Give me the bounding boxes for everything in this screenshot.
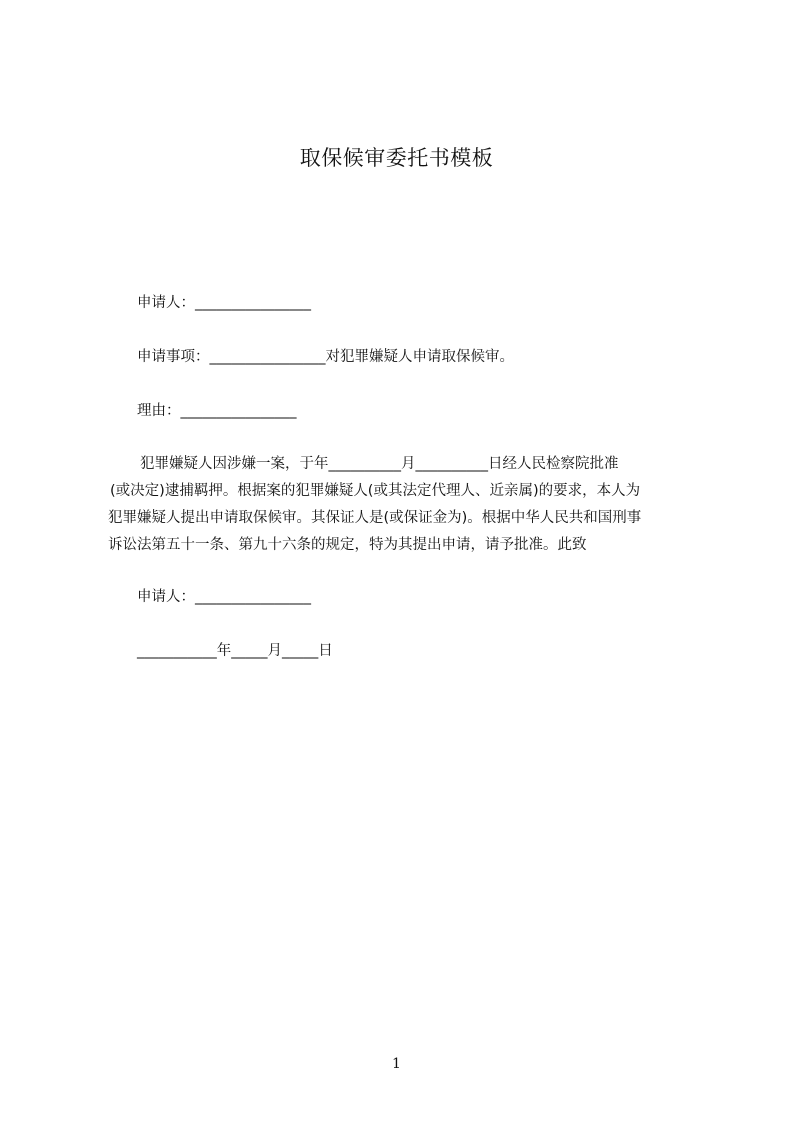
page-number: 1 [392,1056,401,1072]
signature-line: 申请人：________________ [137,589,311,605]
matter-line: 申请事项：________________对犯罪嫌疑人申请取保候审。 [137,349,514,365]
date-line: ___________年_____月_____日 [137,643,333,659]
body-line-2: (或决定)逮捕羁押。根据案的犯罪嫌疑人(或其法定代理人、近亲属)的要求，本人为 [110,483,641,499]
body-line-1: 犯罪嫌疑人因涉嫌一案，于年__________月__________日经人民检察院批准 [140,456,619,472]
body-line-4: 诉讼法第五十一条、第九十六条的规定，特为其提出申请，请予批准。此致 [108,537,587,553]
body-line-3: 犯罪嫌疑人提出申请取保候审。其保证人是(或保证金为)。根据中华人民共和国刑事 [108,510,642,526]
reason-line: 理由：________________ [137,403,297,419]
applicant-line: 申请人：________________ [137,295,311,311]
document-title: 取保候审委托书模板 [299,146,494,170]
